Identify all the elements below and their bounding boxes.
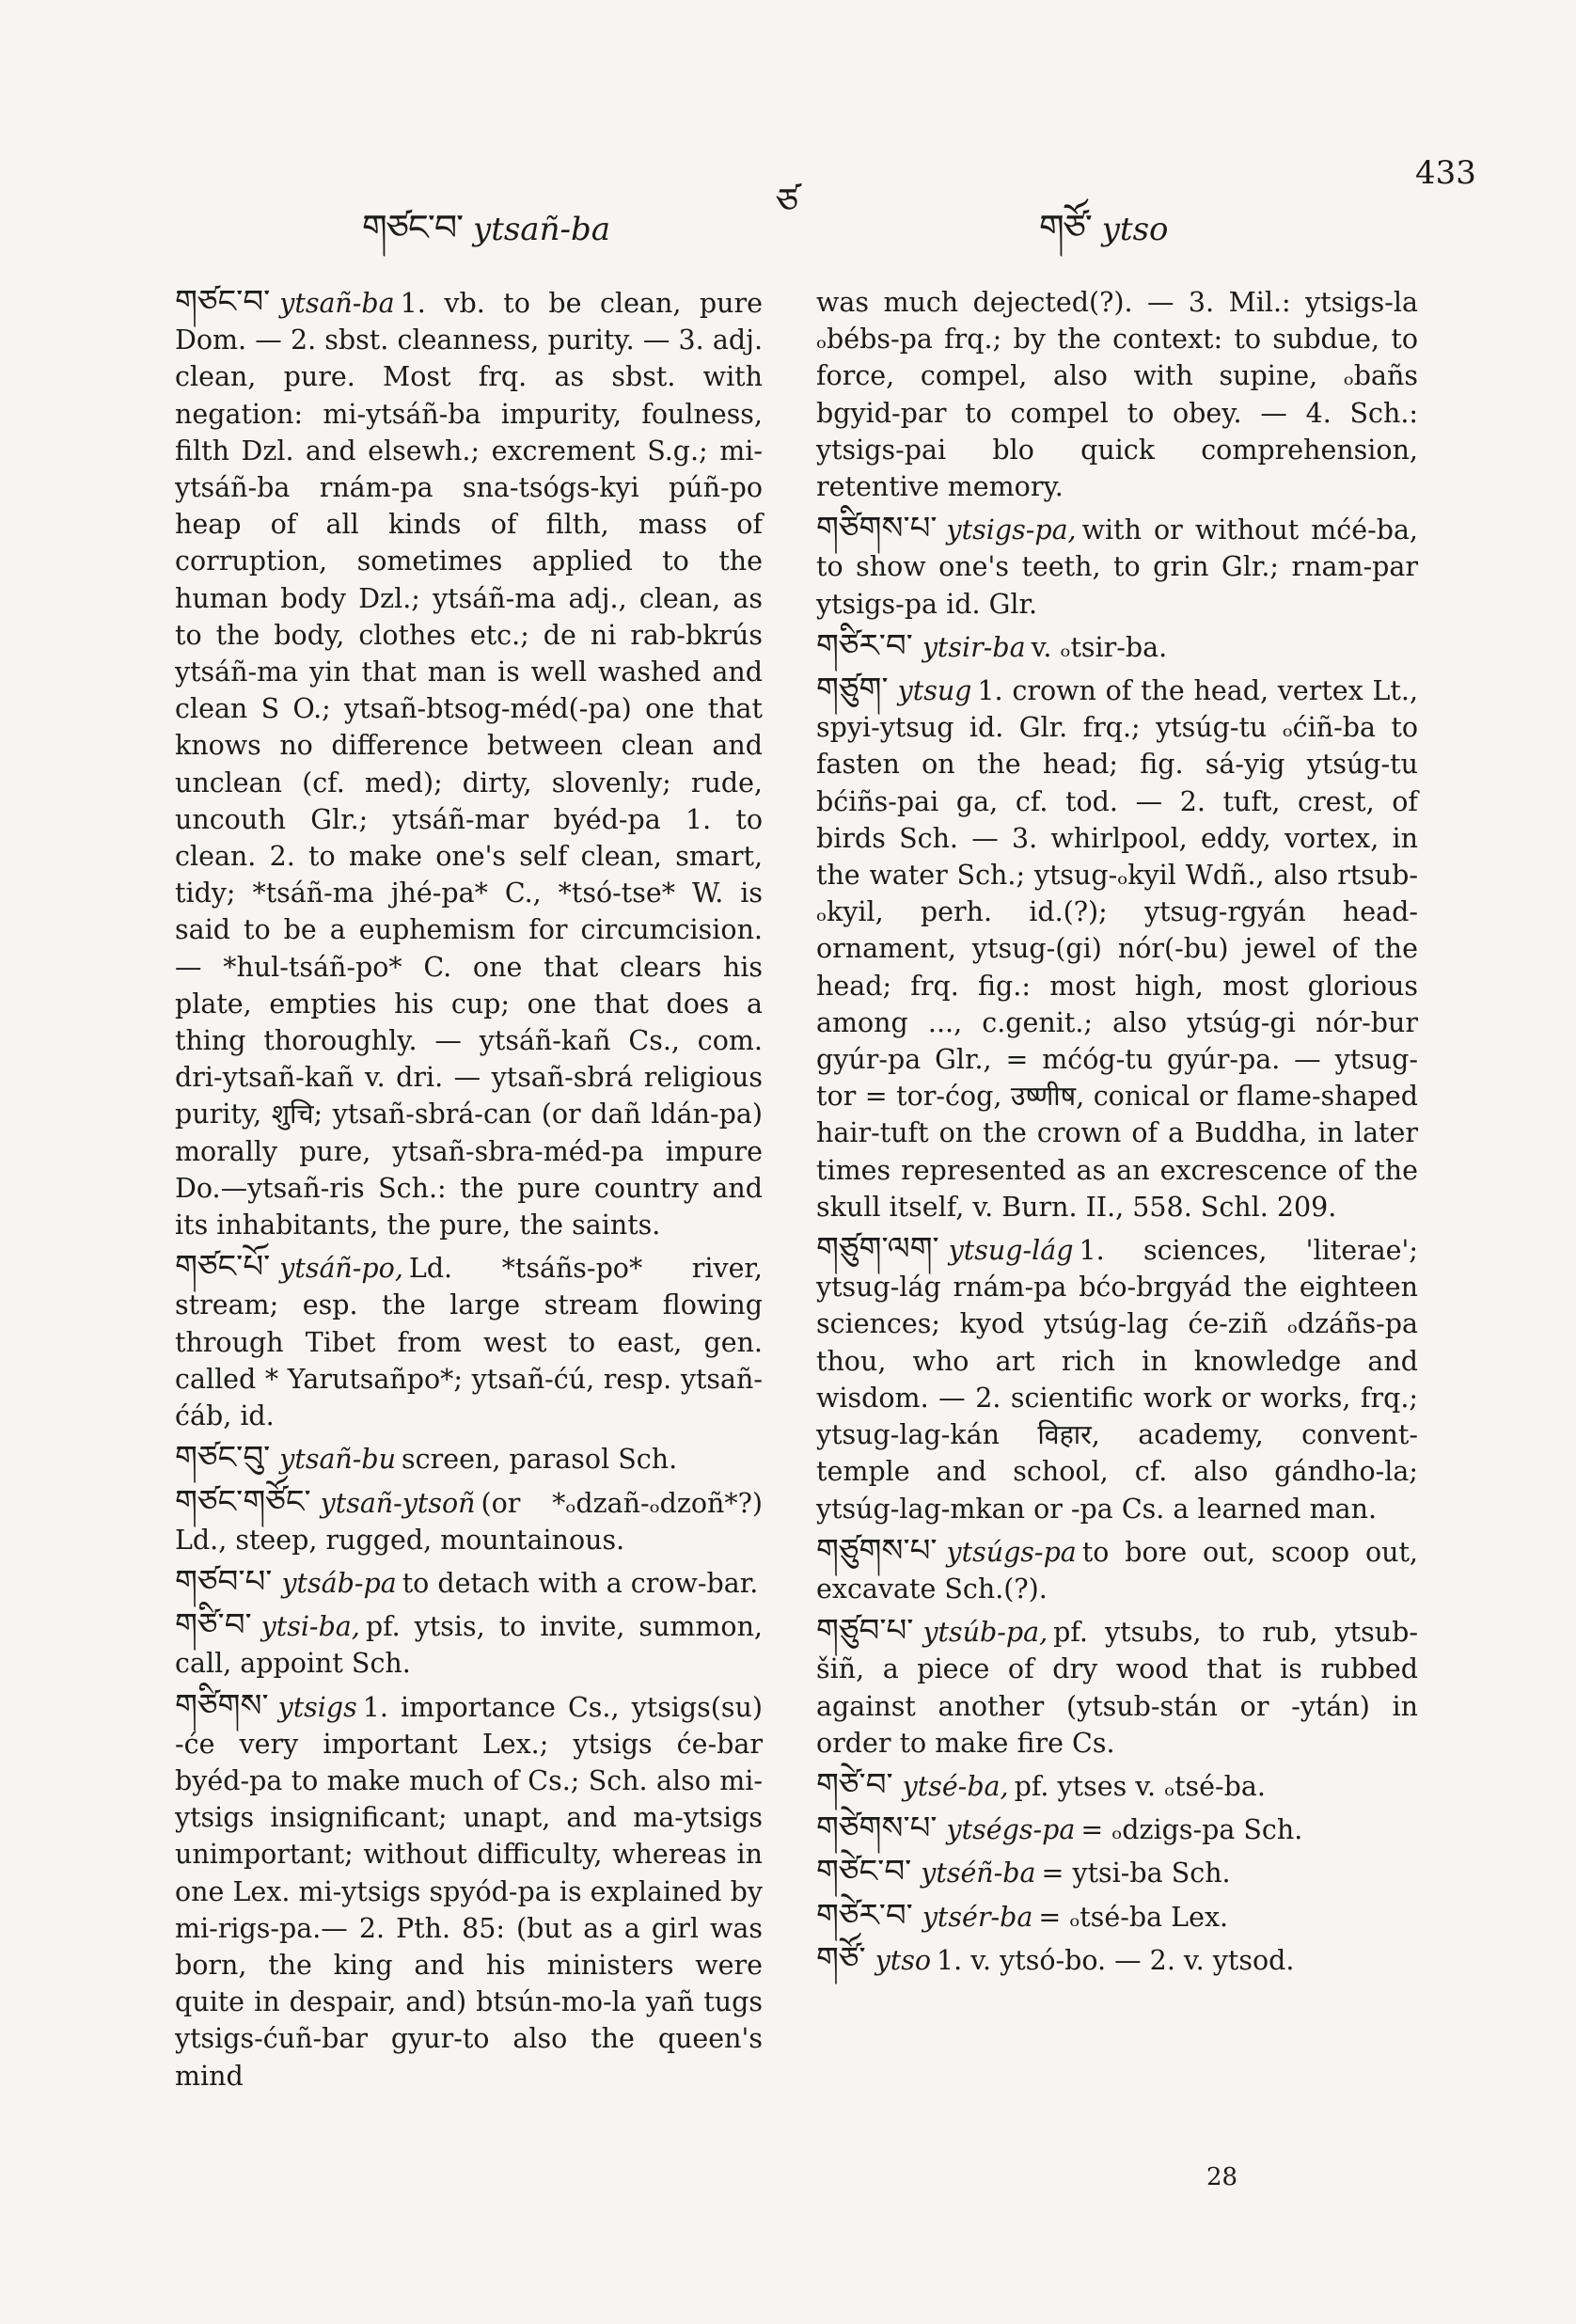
dictionary-entry	[175, 1440, 763, 1478]
entry-headword: གཙིགས་པ་	[816, 510, 938, 548]
entry-headword: གཙིར་བ་	[816, 626, 913, 665]
running-head-right	[1039, 188, 1169, 289]
entry-translit: ytsáb-pa	[281, 1567, 397, 1599]
entry-definition: = ₒtsé-ba Lex.	[1038, 1901, 1229, 1933]
entry-definition: 1. v. ytsó-bo. — 2. v. ytsod.	[937, 1944, 1295, 1976]
entry-headword: གཙེགས་པ་	[816, 1810, 938, 1848]
dictionary-entry	[816, 1898, 1418, 1936]
dictionary-entry	[816, 1854, 1418, 1891]
entry-translit: ytsug-lág	[948, 1235, 1074, 1267]
entry-definition: to bore out, scoop out, excavate Sch.(?).	[816, 1536, 1418, 1605]
running-head-left-translit: ytsañ-ba	[472, 211, 610, 248]
page-number: 433	[1415, 154, 1476, 192]
entry-headword: གཙོ་	[816, 1939, 866, 1978]
entry-translit: ytsúgs-pa	[946, 1536, 1077, 1568]
entry-definition: pf. ytsubs, to rub, ytsub-šiñ, a piece of dry wood that is rubbed against another (ytsub-stán or -ytán) in order to make fire Cs.	[816, 1617, 1418, 1759]
entry-definition: (or *ₒdzañ-ₒdzoñ*?) Ld., steep, rugged, mountainous.	[175, 1487, 763, 1556]
entry-definition: pf. ytsis, to invite, summon, call, appoint Sch.	[175, 1611, 763, 1680]
entry-translit: ytsañ-bu	[279, 1444, 397, 1476]
running-head-right-translit: ytso	[1101, 211, 1169, 248]
dictionary-entry	[816, 628, 1418, 666]
entry-headword: གཙེ་བ་	[816, 1765, 893, 1804]
dictionary-entry	[816, 1613, 1418, 1762]
right-column	[816, 284, 1418, 1984]
entry-translit: ytsañ-ba	[279, 288, 395, 319]
dictionary-entry	[816, 1231, 1418, 1527]
dictionary-entry-continued	[816, 284, 1418, 505]
entry-definition: = ₒdzigs-pa Sch.	[1080, 1814, 1303, 1846]
running-head-left-tibetan: གཙང་བ་	[362, 207, 464, 248]
entry-translit: ytsúb-pa,	[922, 1617, 1048, 1649]
entry-translit: ytsáñ-po,	[279, 1253, 403, 1285]
entry-headword: གཙེང་བ་	[816, 1853, 912, 1891]
entry-definition: pf. ytses v. ₒtsé-ba.	[1014, 1770, 1266, 1802]
entry-translit: ytsir-ba	[922, 631, 1026, 663]
entry-headword: གཙུག་	[816, 671, 889, 709]
dictionary-entry	[816, 1810, 1418, 1848]
entry-headword: གཙང་གཙོང་	[175, 1482, 311, 1521]
entry-headword: གཙུག་ལག་	[816, 1230, 939, 1269]
left-column	[175, 284, 763, 2100]
entry-definition: 1. crown of the head, vertex Lt., spyi-ytsug id. Glr. frq.; ytsúg-tu ₒćiñ-ba to fasten on the head; fig. sá-yig ytsúg-tu bćiñs-pai ga, cf. tod. — 2. tuft, crest, of birds Sch. — 3. whirlpool, eddy, vortex, in the water Sch.; ytsug-ₒkyil Wdñ., also rtsub-ₒkyil, perh. id.(?); ytsug-rgyán head-ornament, ytsug-(gi) nór(-bu) jewel of the head; frq. fig.: most high, most glorious among ..., c.genit.; also ytsúg-gi nór-bur gyúr-pa Glr., = mćóg-tu gyúr-pa. — ytsug-tor = tor-ćog, उष्णीष, conical or flame-shaped hair-tuft on the crown of a Buddha, in later times represented as an excrescence of the skull itself, v. Burn. II., 558. Schl. 209.	[816, 675, 1418, 1223]
entry-definition: v. ₒtsir-ba.	[1031, 631, 1168, 663]
entry-headword: གཙང་བུ་	[175, 1439, 271, 1478]
entry-definition: Ld. *tsáñs-po* river, stream; esp. the large stream flowing through Tibet from west to east, gen. called * Yarutsañpo*; ytsañ-ćú, resp. ytsañ-ćáb, id.	[175, 1253, 763, 1432]
dictionary-entry	[175, 1484, 763, 1558]
page-header	[0, 0, 1576, 248]
dictionary-entry	[175, 1688, 763, 2095]
entry-headword: གཙིགས་	[175, 1686, 269, 1725]
entry-headword: གཙེར་བ་	[816, 1896, 913, 1935]
section-letter: ཙ	[776, 181, 798, 222]
entry-translit: ytso	[875, 1944, 932, 1976]
entry-headword: གཙང་བ་	[175, 283, 271, 321]
entry-definition: was much dejected(?). — 3. Mil.: ytsigs-la ₒbébs-pa frq.; by the context: to subdue, to force, compel, also with supine, ₒbañs bgyid-par to compel to obey. — 4. Sch.: ytsigs-pai blo quick comprehension, retentive memory.	[816, 287, 1418, 503]
dictionary-entry	[175, 1249, 763, 1434]
entry-headword: གཙུགས་པ་	[816, 1531, 938, 1570]
dictionary-entry	[816, 1941, 1418, 1979]
entry-translit: ytsañ-ytsoñ	[320, 1487, 476, 1519]
entry-translit: ytsigs-pa,	[946, 514, 1077, 546]
entry-translit: ytségs-pa	[946, 1814, 1076, 1846]
entry-definition: = ytsi-ba Sch.	[1041, 1858, 1231, 1889]
entry-definition: to detach with a crow-bar.	[402, 1567, 759, 1599]
dictionary-entry	[816, 511, 1418, 623]
entry-definition: with or without mćé-ba, to show one's teeth, to grin Glr.; rnam-par ytsigs-pa id. Glr.	[816, 514, 1418, 620]
running-head-right-tibetan: གཙོ་	[1039, 207, 1092, 248]
entry-translit: ytsug	[897, 675, 972, 707]
dictionary-entry	[175, 1564, 763, 1602]
dictionary-entry	[816, 1767, 1418, 1805]
running-head-left	[362, 188, 610, 289]
entry-headword: གཙུབ་པ་	[816, 1612, 914, 1651]
dictionary-entry	[816, 1533, 1418, 1607]
entry-translit: ytsér-ba	[922, 1901, 1033, 1933]
dictionary-entry	[175, 284, 763, 1243]
entry-translit: ytsigs	[277, 1691, 357, 1723]
entry-definition: screen, parasol Sch.	[402, 1444, 678, 1476]
signature-number: 28	[1206, 2163, 1238, 2191]
entry-translit: ytséñ-ba	[921, 1858, 1036, 1889]
dictionary-entry	[175, 1607, 763, 1682]
entry-headword: གཙི་བ་	[175, 1606, 252, 1645]
entry-translit: ytsi-ba,	[260, 1611, 360, 1643]
entry-definition: 1. vb. to be clean, pure Dom. — 2. sbst. cleanness, purity. — 3. adj. clean, pure. Most frq. as sbst. with negation: mi-ytsáñ-ba impurity, foulness, filth Dzl. and elsewh.; excrement S.g.; mi-ytsáñ-ba rnám-pa sna-tsógs-kyi púñ-po heap of all kinds of filth, mass of corruption, sometimes applied to the human body Dzl.; ytsáñ-ma adj., clean, as to the body, clothes etc.; de ni rab-bkrús ytsáñ-ma yin that man is well washed and clean S O.; ytsañ-btsog-méd(-pa) one that knows no difference between clean and unclean (cf. med); dirty, slovenly; rude, uncouth Glr.; ytsáñ-mar byéd-pa 1. to clean. 2. to make one's self clean, smart, tidy; *tsáñ-ma jhé-pa* C., *tsó-tse* W. is said to be a euphemism for circumcision. — *hul-tsáñ-po* C. one that clears his plate, empties his cup; one that does a thing thoroughly. — ytsáñ-kañ Cs., com. dri-ytsañ-kañ v. dri. — ytsañ-sbrá religious purity, शुचि; ytsañ-sbrá-can (or dañ ldán-pa) morally pure, ytsañ-sbra-méd-pa impure Do.—ytsañ-ris Sch.: the pure country and its inhabitants, the pure, the saints.	[175, 288, 763, 1241]
entry-definition: 1. importance Cs., ytsigs(su) -će very important Lex.; ytsigs će-bar byéd-pa to make much of Cs.; Sch. also mi-ytsigs insignificant; unapt, and ma-ytsigs unimportant; without difficulty, whereas in one Lex. mi-ytsigs spyód-pa is explained by mi-rigs-pa.— 2. Pth. 85: (but as a girl was born, the king and his ministers were quite in despair, and) btsún-mo-la yañ tugs ytsigs-ćuñ-bar gyur-to also the queen's mind	[175, 1691, 763, 2092]
entry-headword: གཙང་པོ་	[175, 1248, 271, 1287]
dictionary-entry	[816, 672, 1418, 1225]
entry-definition: 1. sciences, 'literae'; ytsug-lág rnám-pa bćo-brgyád the eighteen sciences; kyod ytsúg-lag će-ziñ ₒdzáñs-pa thou, who art rich in knowledge and wisdom. — 2. scientific work or works, frq.; ytsug-lag-kán विहार, academy, convent-temple and school, cf. also gándho-la; ytsúg-lag-mkan or -pa Cs. a learned man.	[816, 1235, 1418, 1525]
entry-translit: ytsé-ba,	[902, 1770, 1009, 1802]
entry-headword: གཙབ་པ་	[175, 1562, 273, 1601]
